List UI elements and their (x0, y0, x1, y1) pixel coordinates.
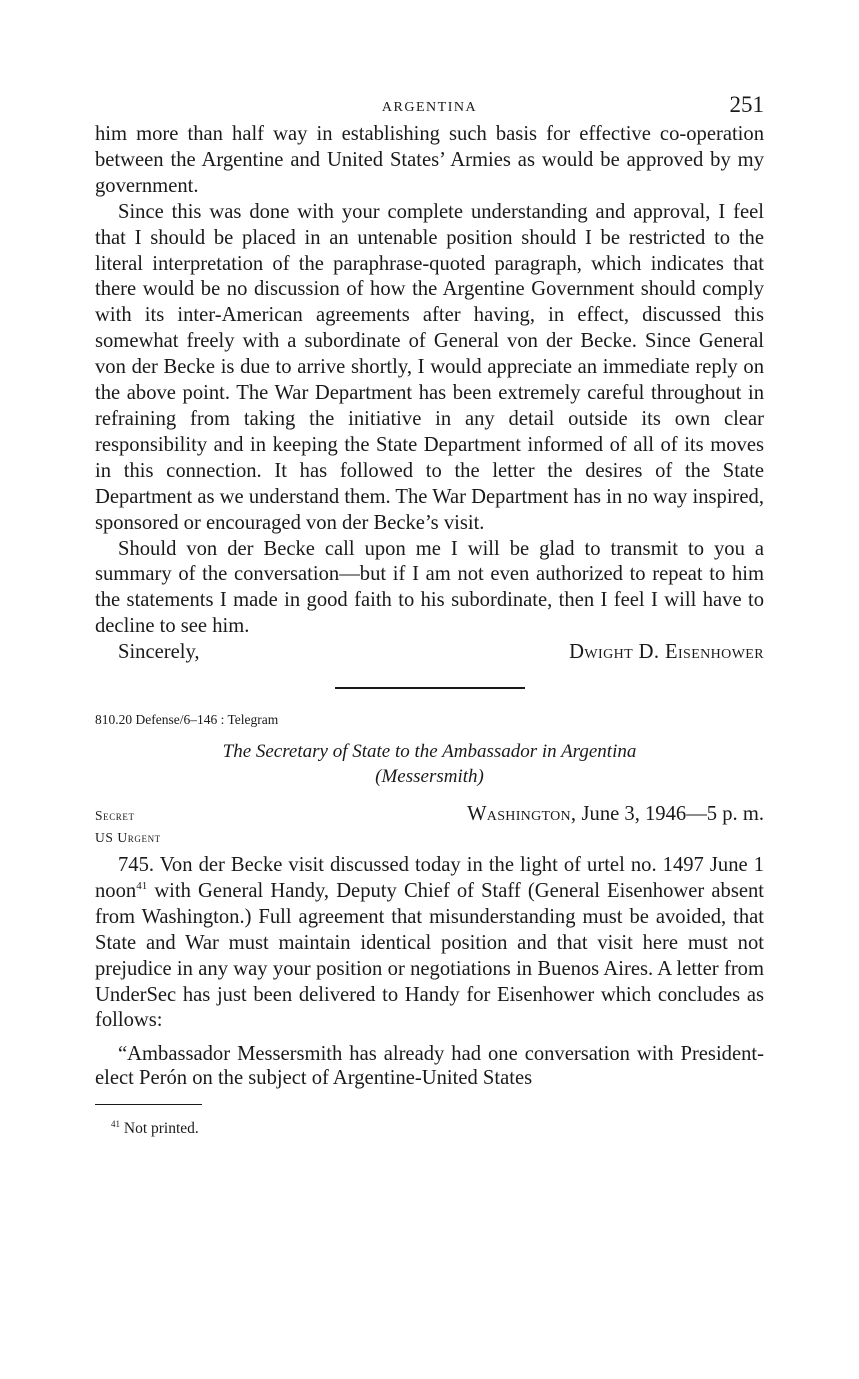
section-divider (335, 687, 525, 689)
telegram-body (95, 853, 764, 1034)
telegram-heading-line-1: The Secretary of State to the Ambassador in Argentina (222, 741, 637, 763)
file-reference: 810.20 Defense/6–146 : Telegram (95, 712, 279, 728)
priority-label: US Urgent (95, 830, 161, 846)
telegram-body-part-1: 745. Von der Becke visit discussed today in the light of urtel no. 1497 June 1 noon (95, 854, 764, 902)
running-head (95, 92, 764, 122)
place: Washington, (467, 803, 577, 826)
place-date (467, 802, 764, 826)
running-title: ARGENTINA (381, 100, 478, 115)
telegram-heading (95, 739, 764, 789)
letter-paragraph-2: Since this was done with your complete understanding and approval, I feel that I should be placed in an untenable position should I be restricted to the literal interpretation of the paraphrase-quoted paragraph, which indicates that there would be no discussion of how the Argentine Government should comply with its inter-American agreements after having, in effect, discussed this somewhat freely with a subordinate of General von der Becke. Since General von der Becke is due to arrive shortly, I would appreciate an immediate reply on the above point. The War Department has been extremely careful throughout in refraining from taking the initiative in any detail outside its own clear responsibility and in keeping the State Department informed of all of its moves in this connection. It has followed to the letter the desires of the State Department as we understand them. The War Department has in no way inspired, sponsored or encouraged von der Becke’s visit. (95, 200, 764, 534)
footnote-marker: 41 (111, 1119, 120, 1130)
footnote-text: Not printed. (120, 1120, 199, 1138)
telegram-body-part-2: with General Handy, Deputy Chief of Staff (General Eisenhower absent from Washington.) Full agreement that misunderstanding must be avoided, that State and War must maintain identical position and that visit here must not prejudice in any way your position or negotiations in Buenos Aires. A letter from UnderSec has just been delivered to Handy for Eisenhower which concludes as follows: (95, 879, 764, 1032)
page-number: 251 (729, 92, 764, 117)
letter-paragraph-3: Should von der Becke call upon me I will be glad to transmit to you a summary of the conversation—but if I am not even authorized to repeat to him the statements I made in good faith to his subordinate, then I feel I will have to decline to see him. (95, 537, 764, 638)
date: June 3, 1946—5 p. m. (581, 803, 764, 826)
classification-row (95, 802, 764, 827)
letter-closing (95, 640, 764, 666)
telegram-heading-line-2: (Messersmith) (375, 766, 484, 788)
document-page (95, 92, 764, 1139)
closing-salutation: Sincerely, (118, 641, 200, 664)
letter-paragraph-1: him more than half way in establishing such basis for effective co-operation between the Argentine and United States’ Armies as would be approved by my government. (95, 123, 764, 197)
classification-label: Secret (95, 808, 135, 824)
footnote-divider (95, 1104, 202, 1105)
footnote (95, 1119, 764, 1139)
signature: Dwight D. Eisenhower (569, 641, 764, 664)
quoted-letter: “Ambassador Messersmith has already had one conversation with President-elect Perón on the subject of Argentine-United States (95, 1043, 764, 1090)
footnote-reference: 41 (136, 880, 148, 893)
